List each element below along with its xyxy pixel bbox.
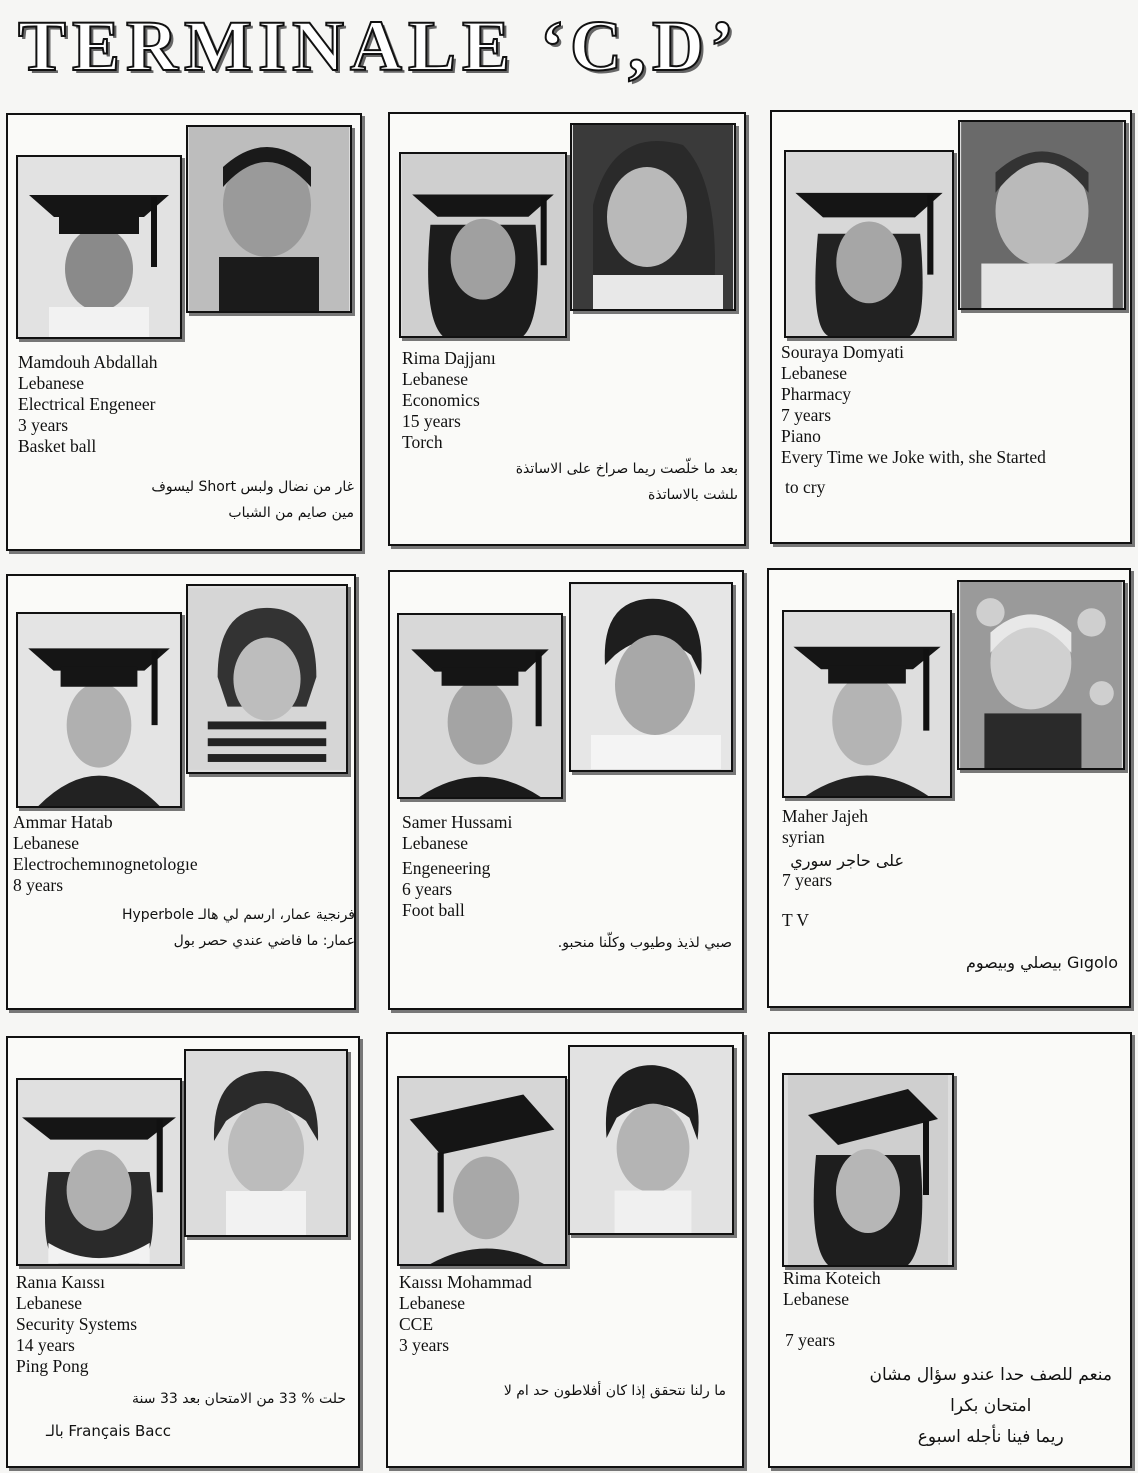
graduation-photo [782,1073,954,1267]
student-nationality: Lebanese [781,363,848,383]
graduation-photo [16,612,182,808]
student-hobby: Foot ball [402,900,465,920]
student-major: Economics [402,390,480,410]
student-info [402,348,496,453]
note-line: بعد ما خلّصت ريما صراخ على الاساتذة [515,461,738,477]
student-notes [966,950,1118,976]
graduation-photo [782,610,952,798]
childhood-photo [184,1049,348,1237]
student-name: Rima Dajjanı [402,348,496,368]
student-arabic-line: على حاجر سوري [790,851,904,870]
student-major: CCE [399,1314,434,1334]
student-name: Souraya Domyati [781,342,904,362]
graduation-photo [397,613,563,799]
student-hobby: Basket ball [18,436,97,456]
student-info [402,812,512,921]
student-nationality: Lebanese [783,1289,850,1309]
student-hobby: Torch [402,432,443,452]
student-name: Samer Hussami [402,812,513,832]
childhood-photo [186,125,352,313]
note-line: عمار: ما فاضي عندي حصر بول [173,933,355,949]
note-line: ما رلنا نتحقق إذا كان أفلاطون حد ام لا [503,1383,726,1399]
student-nationality: Lebanese [13,833,80,853]
student-nationality: Lebanese [402,369,469,389]
student-notes [122,902,355,954]
student-major: Electrochemınognetologıe [13,854,198,874]
note-line: غار من نضال ولبس Short ليسوف [151,479,354,495]
student-name: Maher Jajeh [782,806,869,826]
student-name: Kaıssı Mohammad [399,1272,532,1292]
childhood-photo [570,123,736,311]
childhood-photo [958,120,1126,310]
childhood-photo [957,580,1125,770]
student-years: 3 years [18,415,69,435]
student-notes [151,474,354,526]
note-line: امتحان بكرا [950,1396,1032,1416]
graduation-photo [397,1076,567,1266]
note-line: ريما فينا نأجله اسبوع [917,1427,1064,1447]
note-line: منعم للصف حدا عندو سؤال مشان [869,1365,1112,1385]
student-info [781,342,1046,468]
note-line: مين صايم من الشباب [228,505,354,521]
student-info [782,806,868,848]
student-nationality: syrian [782,827,825,847]
student-years: 6 years [402,879,453,899]
student-name: Rima Koteich [783,1268,881,1288]
graduation-photo [399,152,567,338]
student-name: Ammar Hatab [13,812,113,832]
student-info [16,1272,137,1377]
student-years: 7 years [782,870,833,890]
student-name: Ranıa Kaıssı [16,1272,105,1292]
note-line: ىلشت بالاساتذة [648,487,738,503]
student-years: 14 years [16,1335,75,1355]
note-line: حلت % 33 من الامتحان بعد 33 سنة [132,1391,346,1407]
childhood-photo [568,1045,734,1235]
student-comment-continued: to cry [785,477,826,497]
student-nationality: Lebanese [18,373,85,393]
student-hobby: Piano [781,426,821,446]
student-comment: Every Time we Joke with, she Started [781,447,1046,467]
student-nationality: Lebanese [16,1293,83,1313]
student-notes [869,1360,1112,1453]
student-info [783,1268,881,1310]
student-major: Engeneering [402,858,491,878]
student-notes [558,930,732,956]
page-title: TERMINALE ‘C,D’ [18,6,741,86]
student-nationality: Lebanese [402,833,469,853]
student-notes [132,1386,346,1412]
student-major: Security Systems [16,1314,138,1334]
student-years: 15 years [402,411,461,431]
student-hobby: T V [782,910,810,930]
student-info [18,352,158,457]
graduation-photo [16,1078,182,1266]
student-name: Mamdouh Abdallah [18,352,158,372]
student-info [399,1272,532,1356]
childhood-photo [186,584,348,774]
student-hobby: Ping Pong [16,1356,89,1376]
student-major: Electrical Engeneer [18,394,156,414]
note-line: فرنجية عمار، ارسم لي هالـ Hyperbole [121,907,355,923]
student-years: 3 years [399,1335,450,1355]
graduation-photo [16,155,182,339]
student-notes [504,1378,726,1404]
graduation-photo [784,150,954,338]
student-nationality: Lebanese [399,1293,466,1313]
student-years: 8 years [13,875,64,895]
student-comment: Français Bacc بالـ [45,1422,171,1440]
student-notes [516,456,738,508]
note-line: صبي لذيذ وطيوب وكلّنا منحبو. [557,935,732,951]
note-line: Gıgolo بيصلي وبيصوم [965,953,1118,972]
student-years: 7 years [781,405,832,425]
childhood-photo [569,582,733,772]
student-major: Pharmacy [781,384,851,404]
student-years: 7 years [785,1330,836,1350]
student-info [13,812,198,896]
